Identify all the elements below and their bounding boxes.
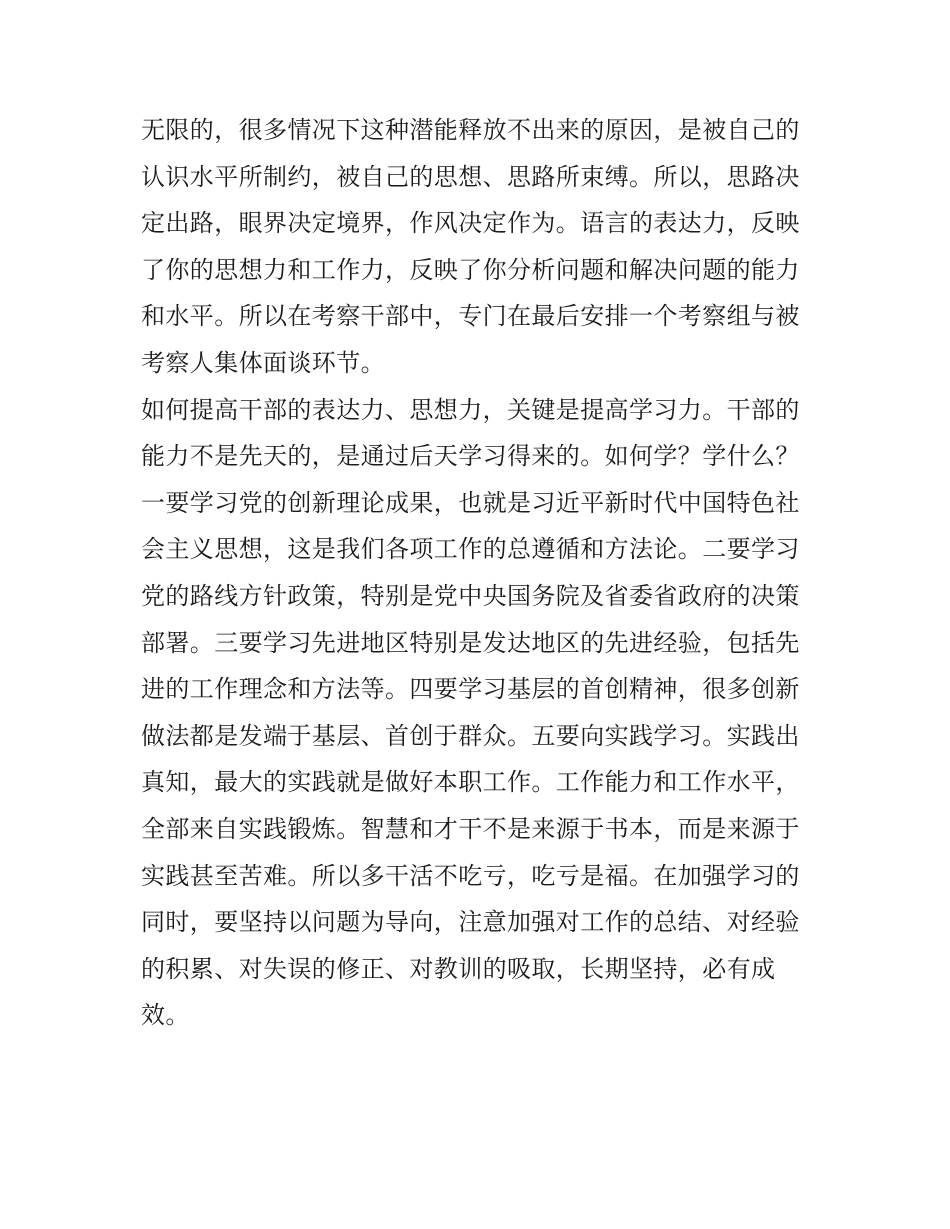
text-line: 同时，要坚持以问题为导向，注意加强对工作的总结、对经验 (141, 908, 800, 937)
text-line: 真知，最大的实践就是做好本职工作。工作能力和工作水平， (141, 768, 800, 797)
text-line: 能力不是先天的，是通过后天学习得来的。如何学？学什么？ (141, 442, 800, 471)
text-line: 无限的，很多情况下这种潜能释放不出来的原因，是被自己的 (141, 116, 800, 144)
text-line: 全部来自实践锻炼。智慧和才干不是来源于书本，而是来源于 (141, 814, 800, 843)
text-line: 如何提高干部的表达力、思想力，关键是提高学习力。干部的 (141, 395, 800, 424)
text-line: 和水平。所以在考察干部中，专门在最后安排一个考察组与被 (141, 302, 800, 331)
text-line: 党的路线方针政策，特别是党中央国务院及省委省政府的决策 (141, 581, 800, 610)
text-line: 考察人集体面谈环节。 (141, 348, 385, 377)
text-line: 的积累、对失误的修正、对教训的吸取，长期坚持，必有成 (141, 954, 776, 983)
text-line: 一要学习党的创新理论成果，也就是习近平新时代中国特色社 (141, 488, 800, 517)
text-line: 做法都是发端于基层、首创于群众。五要向实践学习。实践出 (141, 721, 800, 750)
text-line: 部署。三要学习先进地区特别是发达地区的先进经验，包括先 (141, 628, 800, 657)
text-line: 进的工作理念和方法等。四要学习基层的首创精神，很多创新 (141, 675, 800, 704)
text-line: 认识水平所制约，被自己的思想、思路所束缚。所以，思路决 (141, 162, 800, 191)
text-line: 效。 (141, 1001, 190, 1030)
body-text (141, 107, 821, 1039)
text-line: 实践甚至苦难。所以多干活不吃亏，吃亏是福。在加强学习的 (141, 861, 800, 890)
text-line: 了你的思想力和工作力，反映了你分析问题和解决问题的能力 (141, 255, 800, 284)
text-line: 定出路，眼界决定境界，作风决定作为。语言的表达力，反映 (141, 209, 800, 238)
text-line: 会主义思想，这是我们各项工作的总遵循和方法论。二要学习 (141, 535, 800, 564)
